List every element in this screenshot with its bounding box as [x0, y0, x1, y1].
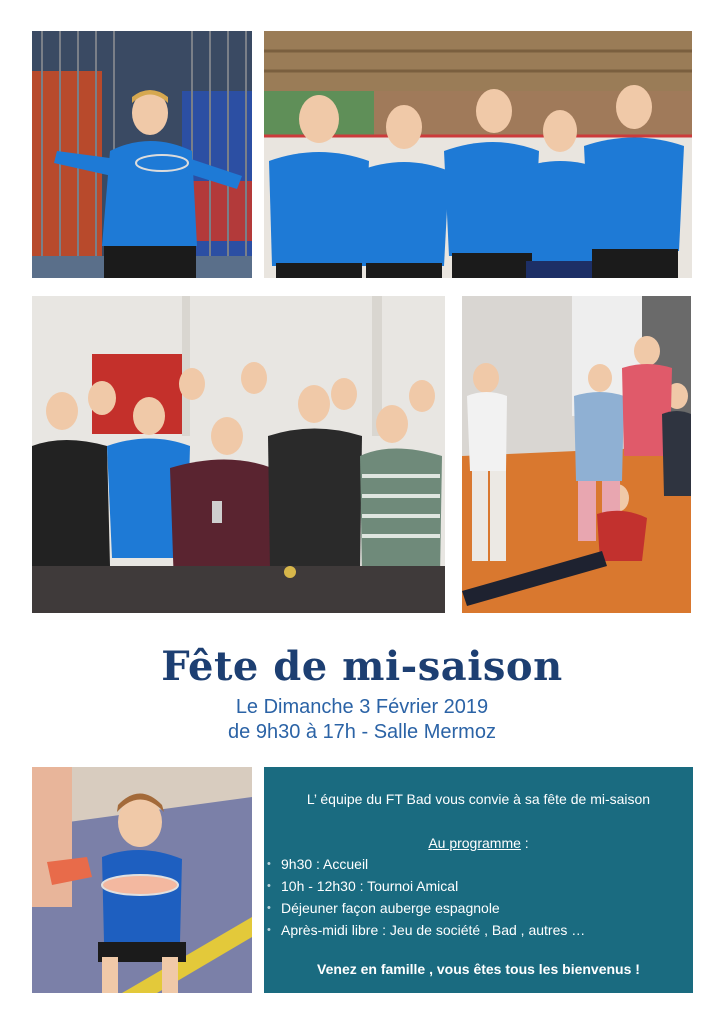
bullet-icon: •	[267, 880, 271, 892]
program-item	[264, 853, 693, 875]
program-item-text: 10h - 12h30 : Tournoi Amical	[281, 878, 459, 894]
photo-team-group	[264, 31, 692, 278]
program-item	[264, 875, 693, 897]
bullet-icon: •	[267, 924, 271, 936]
program-heading-label: Au programme	[428, 835, 521, 851]
program-heading	[264, 835, 693, 851]
photo-girl-with-racket	[32, 767, 252, 993]
program-list	[264, 853, 693, 941]
event-title: Fête de mi-saison	[161, 643, 563, 690]
invitation-panel	[264, 767, 693, 993]
program-item-text: Après-midi libre : Jeu de société , Bad , autres …	[281, 922, 586, 938]
bullet-icon: •	[267, 902, 271, 914]
photo-adult-group-with-trophies	[32, 296, 445, 613]
event-time-place: de 9h30 à 17h - Salle Mermoz	[228, 721, 496, 743]
program-item-text: 9h30 : Accueil	[281, 856, 369, 872]
program-item	[264, 897, 693, 919]
program-item	[264, 919, 693, 941]
photo-boy-with-racket	[32, 31, 252, 278]
photo-children-on-mat	[462, 296, 691, 613]
bullet-icon: •	[267, 858, 271, 870]
invitation-intro: L’ équipe du FT Bad vous convie à sa fête de mi-saison	[306, 791, 651, 807]
program-item-text: Déjeuner façon auberge espagnole	[281, 900, 500, 916]
event-date: Le Dimanche 3 Février 2019	[235, 696, 489, 718]
invitation-closing: Venez en famille , vous êtes tous les bienvenus !	[317, 961, 640, 977]
program-heading-colon: :	[520, 835, 529, 851]
